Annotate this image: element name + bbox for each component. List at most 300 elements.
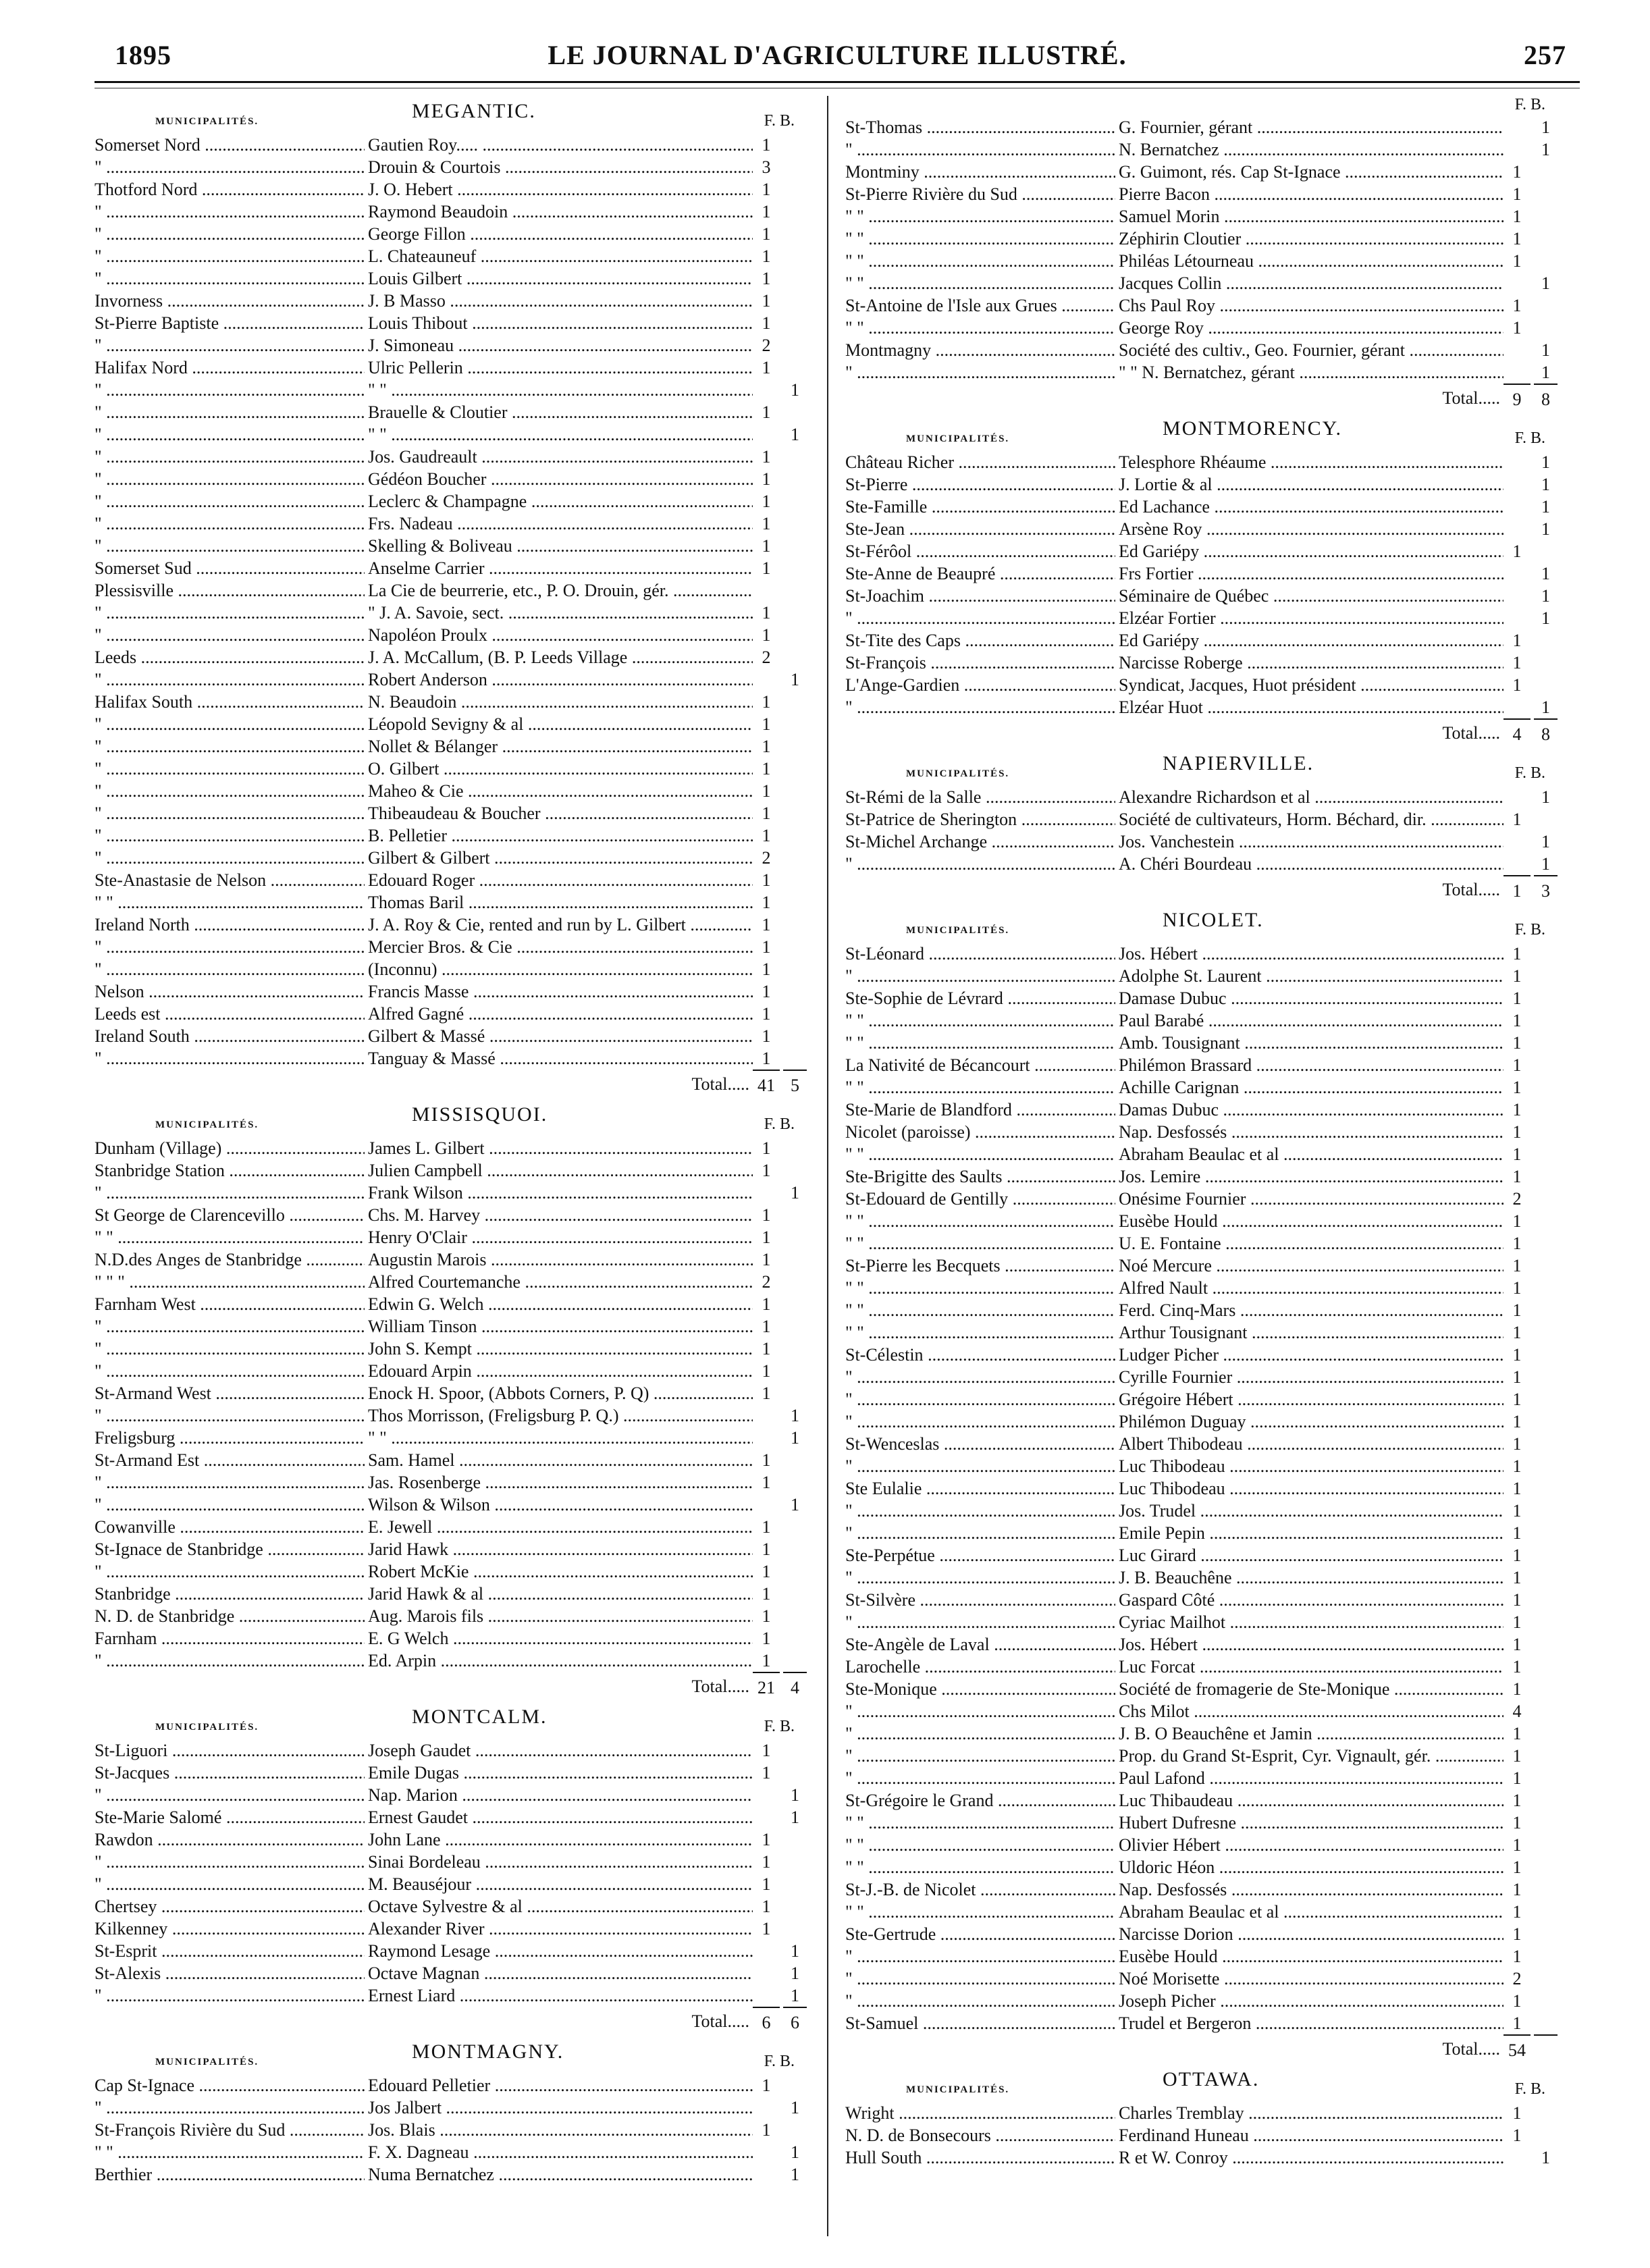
fb-column-label: F. B. xyxy=(764,2053,795,2070)
table-row xyxy=(845,1366,1558,1388)
municipality-cell: " ..... xyxy=(845,1410,1115,1433)
municipality-cell: " " ..... xyxy=(845,250,1115,272)
table-row xyxy=(845,607,1558,629)
table-row xyxy=(845,1789,1558,1812)
fromagerie-count: 2 xyxy=(1512,1189,1522,1209)
municipality-cell: " " ..... xyxy=(845,1834,1115,1856)
left-column xyxy=(95,96,807,2195)
section-total xyxy=(845,718,1558,748)
municipality-cell: " ..... xyxy=(95,334,365,357)
municipality-cell: " ..... xyxy=(95,824,365,847)
table-row xyxy=(95,668,807,691)
municipality-cell: " ..... xyxy=(95,1984,365,2007)
proprietor-cell: G. Fournier, gérant ..... xyxy=(1119,116,1503,138)
fromagerie-count: 1 xyxy=(1512,1768,1522,1788)
proprietor-cell: Francis Masse ..... xyxy=(368,980,753,1003)
section-total xyxy=(95,1672,807,1702)
section-heading xyxy=(95,96,807,134)
table-row xyxy=(95,936,807,958)
municipality-cell: " ..... xyxy=(95,267,365,290)
proprietor-cell: Telesphore Rhéaume ..... xyxy=(1119,451,1503,473)
fromagerie-count: 1 xyxy=(1512,1300,1522,1320)
fromagerie-count: 1 xyxy=(762,1450,771,1470)
fromagerie-count: 2 xyxy=(1512,1969,1522,1988)
table-row xyxy=(95,1828,807,1851)
proprietor-cell: Société des cultiv., Geo. Fournier, gérant ..... xyxy=(1119,339,1503,361)
fromagerie-count: 1 xyxy=(1512,653,1522,673)
proprietor-cell: J. B. O Beauchêne et Jamin ..... xyxy=(1119,1722,1503,1745)
municipality-cell: " ..... xyxy=(95,1560,365,1583)
municipality-cell: " " ..... xyxy=(845,1856,1115,1878)
proprietor-cell: Skelling & Boliveau ..... xyxy=(368,535,753,557)
proprietor-cell: Achille Carignan ..... xyxy=(1119,1076,1503,1099)
proprietor-cell: Abraham Beaulac et al ..... xyxy=(1119,1901,1503,1923)
proprietor-cell: A. Chéri Bourdeau ..... xyxy=(1119,853,1503,875)
table-row xyxy=(95,1204,807,1226)
county-section xyxy=(845,905,1558,2064)
table-row xyxy=(845,250,1558,272)
table-row xyxy=(95,1137,807,1159)
county-title: MISSISQUOI. xyxy=(412,1103,548,1126)
header-page-number: 257 xyxy=(1524,40,1566,70)
municipality-cell: Ste-Sophie de Lévrard ..... xyxy=(845,987,1115,1009)
table-row xyxy=(845,1165,1558,1188)
proprietor-cell: Tanguay & Massé ..... xyxy=(368,1047,753,1070)
table-row xyxy=(95,1315,807,1338)
proprietor-cell: (Inconnu) ..... xyxy=(368,958,753,980)
proprietor-cell: George Fillon ..... xyxy=(368,223,753,245)
municipality-cell: Plessisville ..... xyxy=(95,579,365,602)
fromagerie-count: 1 xyxy=(1512,2013,1522,2033)
table-row xyxy=(845,1121,1558,1143)
municipality-cell: Ste-Marie Salomé ..... xyxy=(95,1806,365,1828)
table-row xyxy=(95,290,807,312)
municipality-cell: St-Férôol ..... xyxy=(845,540,1115,562)
table-row xyxy=(845,652,1558,674)
table-row xyxy=(95,1784,807,1806)
total-fromagerie: 54 xyxy=(1503,2034,1531,2065)
fromagerie-count: 1 xyxy=(762,1606,771,1626)
table-row xyxy=(845,540,1558,562)
county-title: MEGANTIC. xyxy=(412,100,536,122)
municipality-cell: " ..... xyxy=(845,1455,1115,1477)
table-row xyxy=(95,535,807,557)
table-row xyxy=(845,830,1558,853)
beurrerie-count: 1 xyxy=(791,1406,799,1425)
municipality-cell: " ..... xyxy=(95,1784,365,1806)
table-row xyxy=(95,2074,807,2096)
municipality-cell: Rawdon ..... xyxy=(95,1828,365,1851)
municipality-cell: " " ..... xyxy=(95,2141,365,2163)
proprietor-cell: E. G Welch ..... xyxy=(368,1627,753,1650)
municipality-cell: Invorness ..... xyxy=(95,290,365,312)
table-row xyxy=(95,1271,807,1293)
fromagerie-count: 2 xyxy=(762,648,771,667)
proprietor-cell: Jas. Rosenberge ..... xyxy=(368,1471,753,1494)
county-section xyxy=(845,2064,1558,2178)
right-column xyxy=(845,96,1558,2178)
table-row xyxy=(95,1739,807,1762)
proprietor-cell: Cyriac Mailhot ..... xyxy=(1119,1611,1503,1633)
municipality-cell: St-Edouard de Gentilly ..... xyxy=(845,1188,1115,1210)
section-gap xyxy=(845,2169,1558,2178)
table-row xyxy=(845,965,1558,987)
municipality-cell: Cowanville ..... xyxy=(95,1516,365,1538)
total-label: Total..... xyxy=(691,2011,749,2031)
county-title: NAPIERVILLE. xyxy=(1163,752,1314,774)
fromagerie-count: 1 xyxy=(762,625,771,645)
municipalites-label: MUNICIPALITÉS. xyxy=(906,925,1010,936)
table-row xyxy=(845,562,1558,585)
proprietor-cell: Jos. Trudel ..... xyxy=(1119,1500,1503,1522)
table-row xyxy=(845,585,1558,607)
proprietor-cell: Maheo & Cie ..... xyxy=(368,780,753,802)
total-beurrerie: 3 xyxy=(1534,875,1558,906)
municipality-cell: " ..... xyxy=(95,490,365,512)
municipality-cell: " ..... xyxy=(95,758,365,780)
municipality-cell: Halifax Nord ..... xyxy=(95,357,365,379)
proprietor-cell: Jos. Lemire ..... xyxy=(1119,1165,1503,1188)
proprietor-cell: Narcisse Roberge ..... xyxy=(1119,652,1503,674)
municipality-cell: " ..... xyxy=(95,1360,365,1382)
proprietor-cell: Jos. Vanchestein ..... xyxy=(1119,830,1503,853)
municipality-cell: Montmagny ..... xyxy=(845,339,1115,361)
table-row xyxy=(845,1344,1558,1366)
beurrerie-count: 1 xyxy=(1541,519,1550,539)
table-row xyxy=(845,808,1558,830)
fromagerie-count: 1 xyxy=(762,737,771,756)
fromagerie-count: 1 xyxy=(1512,1880,1522,1899)
municipality-cell: " ..... xyxy=(95,602,365,624)
fromagerie-count: 1 xyxy=(1512,318,1522,338)
table-row xyxy=(95,1003,807,1025)
table-row xyxy=(845,1633,1558,1656)
municipality-cell: " ..... xyxy=(95,1851,365,1873)
municipality-cell: St-Liguori ..... xyxy=(95,1739,365,1762)
fromagerie-count: 1 xyxy=(762,492,771,511)
fromagerie-count: 1 xyxy=(1512,1902,1522,1922)
fromagerie-count: 1 xyxy=(762,1138,771,1158)
proprietor-cell: Robert Anderson ..... xyxy=(368,668,753,691)
table-row xyxy=(845,1589,1558,1611)
fromagerie-count: 1 xyxy=(762,915,771,934)
proprietor-cell: Edwin G. Welch ..... xyxy=(368,1293,753,1315)
municipality-cell: Ste-Monique ..... xyxy=(845,1678,1115,1700)
municipality-cell: St-Léonard ..... xyxy=(845,943,1115,965)
fromagerie-count: 1 xyxy=(1512,1456,1522,1476)
county-section xyxy=(845,748,1558,905)
municipality-cell: " ..... xyxy=(95,802,365,824)
municipality-cell: " ..... xyxy=(845,1522,1115,1544)
proprietor-cell: Edouard Roger ..... xyxy=(368,869,753,891)
fromagerie-count: 2 xyxy=(762,1272,771,1292)
table-row xyxy=(95,1471,807,1494)
fromagerie-count: 1 xyxy=(1512,1234,1522,1253)
proprietor-cell: Julien Campbell ..... xyxy=(368,1159,753,1182)
municipality-cell: St-Wenceslas ..... xyxy=(845,1433,1115,1455)
fromagerie-count: 1 xyxy=(1512,1724,1522,1743)
table-row xyxy=(95,624,807,646)
proprietor-cell: Nap. Marion ..... xyxy=(368,1784,753,1806)
municipality-cell: N.D.des Anges de Stanbridge ..... xyxy=(95,1248,365,1271)
municipality-cell: " ..... xyxy=(845,138,1115,161)
municipality-cell: Farnham West ..... xyxy=(95,1293,365,1315)
table-row xyxy=(95,847,807,869)
proprietor-cell: Raymond Beaudoin ..... xyxy=(368,201,753,223)
beurrerie-count: 1 xyxy=(1541,697,1550,717)
municipality-cell: St-J.-B. de Nicolet ..... xyxy=(845,1878,1115,1901)
table-row xyxy=(845,361,1558,384)
fromagerie-count: 1 xyxy=(1512,1167,1522,1186)
total-label: Total..... xyxy=(1442,880,1500,899)
proprietor-cell: Mercier Bros. & Cie ..... xyxy=(368,936,753,958)
beurrerie-count: 1 xyxy=(1541,832,1550,851)
proprietor-cell: Joseph Picher ..... xyxy=(1119,1990,1503,2012)
fb-column-label: F. B. xyxy=(1514,764,1545,782)
fb-column-label: F. B. xyxy=(764,112,795,130)
fromagerie-count: 1 xyxy=(1512,229,1522,248)
beurrerie-count: 1 xyxy=(1541,452,1550,472)
municipality-cell: St-Alexis ..... xyxy=(95,1962,365,1984)
fromagerie-count: 1 xyxy=(762,1361,771,1381)
table-row xyxy=(95,1427,807,1449)
proprietor-cell: Chs. M. Harvey ..... xyxy=(368,1204,753,1226)
fromagerie-count: 1 xyxy=(1512,184,1522,204)
beurrerie-count: 1 xyxy=(1541,117,1550,137)
proprietor-cell: J. B. Beauchêne ..... xyxy=(1119,1566,1503,1589)
table-row xyxy=(95,1159,807,1182)
proprietor-cell: Frs Fortier ..... xyxy=(1119,562,1503,585)
municipality-cell: " ..... xyxy=(845,1968,1115,1990)
fromagerie-count: 1 xyxy=(1512,1144,1522,1164)
table-row xyxy=(95,1293,807,1315)
municipality-cell: St-François Rivière du Sud ..... xyxy=(95,2119,365,2141)
municipality-cell: " ..... xyxy=(95,535,365,557)
county-section xyxy=(845,413,1558,748)
table-row xyxy=(95,468,807,490)
fb-column-label: F. B. xyxy=(764,1718,795,1735)
table-row xyxy=(845,339,1558,361)
fromagerie-count: 1 xyxy=(1512,1211,1522,1231)
table-row xyxy=(95,312,807,334)
section-heading-continued xyxy=(845,96,1558,116)
fromagerie-count: 1 xyxy=(762,180,771,199)
municipality-cell: " ..... xyxy=(95,1315,365,1338)
municipality-cell: " ..... xyxy=(95,1650,365,1672)
municipality-cell: " " ..... xyxy=(845,1143,1115,1165)
table-row xyxy=(845,1522,1558,1544)
proprietor-cell: L. Chateauneuf ..... xyxy=(368,245,753,267)
proprietor-cell: G. Guimont, rés. Cap St-Ignace ..... xyxy=(1119,161,1503,183)
beurrerie-count: 1 xyxy=(791,2142,799,2162)
table-row xyxy=(845,1143,1558,1165)
proprietor-cell: Amb. Tousignant ..... xyxy=(1119,1032,1503,1054)
beurrerie-count: 1 xyxy=(1541,273,1550,293)
proprietor-cell: J. A. McCallum, (B. P. Leeds Village ..... xyxy=(368,646,753,668)
proprietor-cell: Hubert Dufresne ..... xyxy=(1119,1812,1503,1834)
proprietor-cell: " " N. Bernatchez, gérant ..... xyxy=(1119,361,1503,384)
proprietor-cell: Alexandre Richardson et al ..... xyxy=(1119,786,1503,808)
municipality-cell: St-Esprit ..... xyxy=(95,1940,365,1962)
municipality-cell: " ..... xyxy=(95,2096,365,2119)
fromagerie-count: 1 xyxy=(762,469,771,489)
fromagerie-count: 1 xyxy=(1512,2103,1522,2123)
municipality-cell: " ..... xyxy=(845,607,1115,629)
fromagerie-count: 1 xyxy=(1512,1078,1522,1097)
proprietor-cell: Ferd. Cinq-Mars ..... xyxy=(1119,1299,1503,1321)
section-heading xyxy=(845,2064,1558,2102)
proprietor-cell: Enock H. Spoor, (Abbots Corners, P. Q) ..... xyxy=(368,1382,753,1404)
section-gap xyxy=(95,2186,807,2195)
table-row xyxy=(95,579,807,602)
table-row xyxy=(845,1054,1558,1076)
table-row xyxy=(95,758,807,780)
fromagerie-count: 1 xyxy=(1512,1568,1522,1587)
proprietor-cell: Elzéar Fortier ..... xyxy=(1119,607,1503,629)
table-row xyxy=(845,1299,1558,1321)
beurrerie-count: 1 xyxy=(1541,497,1550,517)
proprietor-cell: O. Gilbert ..... xyxy=(368,758,753,780)
proprietor-cell: J. Simoneau ..... xyxy=(368,334,753,357)
municipality-cell: " " ..... xyxy=(845,228,1115,250)
table-row xyxy=(845,1099,1558,1121)
table-row xyxy=(95,245,807,267)
table-row xyxy=(95,423,807,446)
table-row xyxy=(95,802,807,824)
proprietor-cell: " " ..... xyxy=(368,423,753,446)
proprietor-cell: John S. Kempt ..... xyxy=(368,1338,753,1360)
proprietor-cell: James L. Gilbert ..... xyxy=(368,1137,753,1159)
table-row xyxy=(845,2146,1558,2169)
proprietor-cell: Jos. Hébert ..... xyxy=(1119,943,1503,965)
fromagerie-count: 1 xyxy=(762,1852,771,1872)
proprietor-cell: Cyrille Fournier ..... xyxy=(1119,1366,1503,1388)
table-row xyxy=(845,1656,1558,1678)
municipality-cell: " " ..... xyxy=(845,1076,1115,1099)
municipality-cell: Ste-Marie de Blandford ..... xyxy=(845,1099,1115,1121)
proprietor-cell: Jos. Hébert ..... xyxy=(1119,1633,1503,1656)
fromagerie-count: 1 xyxy=(1512,1033,1522,1053)
municipality-cell: Ireland South ..... xyxy=(95,1025,365,1047)
proprietor-cell: Adolphe St. Laurent ..... xyxy=(1119,965,1503,987)
municipality-cell: Wright ..... xyxy=(845,2102,1115,2124)
proprietor-cell: Alexander River ..... xyxy=(368,1918,753,1940)
table-row xyxy=(845,1945,1558,1968)
table-row xyxy=(95,512,807,535)
county-title: MONTMAGNY. xyxy=(412,2040,564,2063)
municipality-cell: " ..... xyxy=(95,936,365,958)
table-row xyxy=(845,1990,1558,2012)
beurrerie-count: 1 xyxy=(791,425,799,444)
municipality-cell: St-Jacques ..... xyxy=(95,1762,365,1784)
fromagerie-count: 1 xyxy=(762,1539,771,1559)
fromagerie-count: 1 xyxy=(1512,1523,1522,1543)
section-total xyxy=(845,384,1558,413)
municipality-cell: Berthier ..... xyxy=(95,2163,365,2186)
proprietor-cell: Gaspard Côté ..... xyxy=(1119,1589,1503,1611)
fromagerie-count: 1 xyxy=(762,135,771,155)
table-row xyxy=(95,602,807,624)
fromagerie-count: 1 xyxy=(1512,1412,1522,1431)
municipality-cell: " ..... xyxy=(95,847,365,869)
fromagerie-count: 1 xyxy=(1512,1791,1522,1810)
table-row xyxy=(845,1968,1558,1990)
fromagerie-count: 1 xyxy=(762,1205,771,1225)
fromagerie-count: 1 xyxy=(762,313,771,333)
proprietor-cell: Charles Tremblay ..... xyxy=(1119,2102,1503,2124)
proprietor-cell: Robert McKie ..... xyxy=(368,1560,753,1583)
municipality-cell: " " ..... xyxy=(845,1812,1115,1834)
table-row xyxy=(845,116,1558,138)
proprietor-cell: Philéas Létourneau ..... xyxy=(1119,250,1503,272)
section-heading xyxy=(845,413,1558,451)
total-beurrerie xyxy=(1534,2034,1558,2036)
beurrerie-count: 1 xyxy=(791,2098,799,2117)
municipality-cell: " ..... xyxy=(845,965,1115,987)
section-heading xyxy=(845,905,1558,943)
table-row xyxy=(95,2141,807,2163)
table-row xyxy=(845,2124,1558,2146)
total-fromagerie: 9 xyxy=(1503,384,1531,415)
table-row xyxy=(845,1566,1558,1589)
proprietor-cell: Chs Paul Roy ..... xyxy=(1119,294,1503,317)
proprietor-cell: B. Pelletier ..... xyxy=(368,824,753,847)
table-row xyxy=(95,557,807,579)
table-row xyxy=(95,1984,807,2007)
table-row xyxy=(95,1650,807,1672)
fromagerie-count: 1 xyxy=(1512,1278,1522,1298)
table-row xyxy=(95,2163,807,2186)
table-row xyxy=(845,696,1558,718)
municipality-cell: St-Silvère ..... xyxy=(845,1589,1115,1611)
fromagerie-count: 1 xyxy=(1512,1055,1522,1075)
municipality-cell: " " ..... xyxy=(845,272,1115,294)
beurrerie-count: 1 xyxy=(791,1941,799,1961)
proprietor-cell: Société de cultivateurs, Horm. Béchard, dir. ..... xyxy=(1119,808,1503,830)
proprietor-cell: Noé Mercure ..... xyxy=(1119,1255,1503,1277)
proprietor-cell: William Tinson ..... xyxy=(368,1315,753,1338)
table-row xyxy=(845,1923,1558,1945)
proprietor-cell: U. E. Fontaine ..... xyxy=(1119,1232,1503,1255)
fromagerie-count: 1 xyxy=(762,826,771,845)
fromagerie-count: 1 xyxy=(762,692,771,712)
proprietor-cell: Arsène Roy ..... xyxy=(1119,518,1503,540)
municipality-cell: St-Armand West ..... xyxy=(95,1382,365,1404)
table-row xyxy=(845,1500,1558,1522)
fromagerie-count: 1 xyxy=(762,1004,771,1024)
municipality-cell: Freligsburg ..... xyxy=(95,1427,365,1449)
proprietor-cell: Arthur Tousignant ..... xyxy=(1119,1321,1503,1344)
municipality-cell: Ireland North ..... xyxy=(95,914,365,936)
table-row xyxy=(95,1360,807,1382)
fromagerie-count: 1 xyxy=(762,803,771,823)
municipality-cell: St-Samuel ..... xyxy=(845,2012,1115,2034)
municipality-cell: " ..... xyxy=(95,245,365,267)
section-heading xyxy=(95,1099,807,1137)
municipality-cell: St-Armand Est ..... xyxy=(95,1449,365,1471)
table-row xyxy=(95,1516,807,1538)
fromagerie-count: 1 xyxy=(762,558,771,578)
fromagerie-count: 1 xyxy=(762,402,771,422)
total-beurrerie: 4 xyxy=(783,1672,807,1703)
table-row xyxy=(95,914,807,936)
municipality-cell: " ..... xyxy=(845,1566,1115,1589)
table-row xyxy=(845,1433,1558,1455)
municipality-cell: Dunham (Village) ..... xyxy=(95,1137,365,1159)
table-row xyxy=(845,1232,1558,1255)
table-row xyxy=(95,713,807,735)
section-total xyxy=(95,1070,807,1099)
